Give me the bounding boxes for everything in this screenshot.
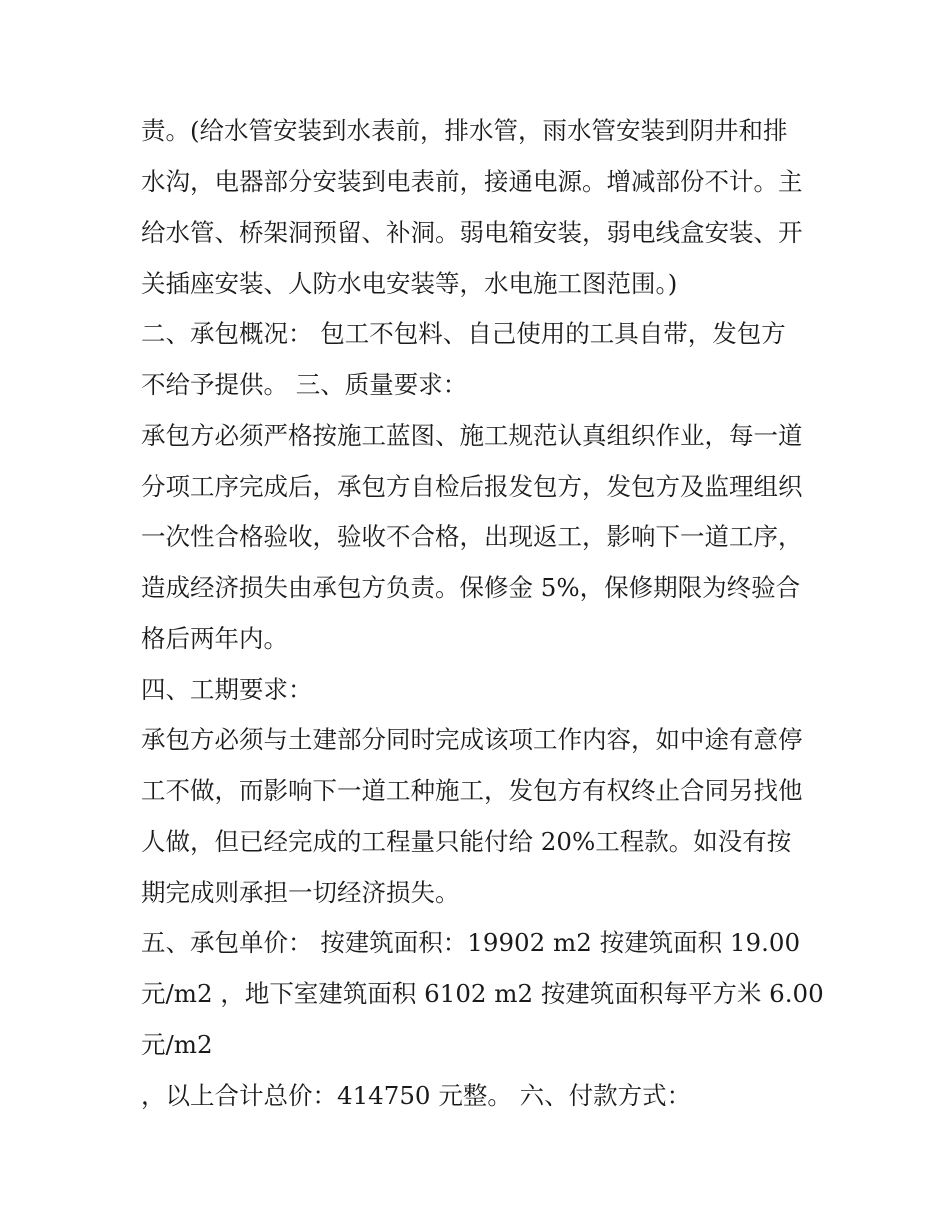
text-line: 格后两年内。 (141, 624, 288, 653)
text-line: 造成经济损失由承包方负责。保修金 5%，保修期限为终验合 (141, 573, 801, 602)
text-line: 不给予提供。 三、质量要求： (141, 370, 468, 399)
text-line: 承包方必须与土建部分同时完成该项工作内容，如中途有意停 (141, 725, 803, 754)
text-line: ，以上合计总价：414750 元整。 六、付款方式： (141, 1081, 692, 1110)
section-heading-line: 五、承包单价： 按建筑面积：19902 m2 按建筑面积 19.00 (141, 928, 801, 957)
text-line: 给水管、桥架洞预留、补洞。弱电箱安装，弱电线盒安装、开 (141, 218, 803, 247)
text-line: 承包方必须严格按施工蓝图、施工规范认真组织作业，每一道 (141, 421, 803, 450)
text-line: 工不做，而影响下一道工种施工，发包方有权终止合同另找他 (141, 776, 803, 805)
section-heading-line: 二、承包概况： 包工不包料、自己使用的工具自带，发包方 (141, 319, 786, 348)
text-line: 关插座安装、人防水电安装等，水电施工图范围。) (141, 269, 678, 298)
text-line: 水沟，电器部分安装到电表前，接通电源。增减部份不计。主 (141, 167, 803, 196)
text-line: 期完成则承担一切经济损失。 (141, 878, 460, 907)
text-line: 元/m2 (141, 1030, 213, 1059)
section-heading-line: 四、工期要求： (141, 675, 313, 704)
text-line: 责。(给水管安装到水表前，排水管，雨水管安装到阴井和排 (141, 116, 788, 145)
text-line: 元/m2 ，地下室建筑面积 6102 m2 按建筑面积每平方米 6.00 (141, 979, 824, 1008)
text-line: 人做，但已经完成的工程量只能付给 20%工程款。如没有按 (141, 827, 792, 856)
text-line: 分项工序完成后，承包方自检后报发包方，发包方及监理组织 (141, 472, 803, 501)
text-line: 一次性合格验收，验收不合格，出现返工，影响下一道工序， (141, 522, 803, 551)
